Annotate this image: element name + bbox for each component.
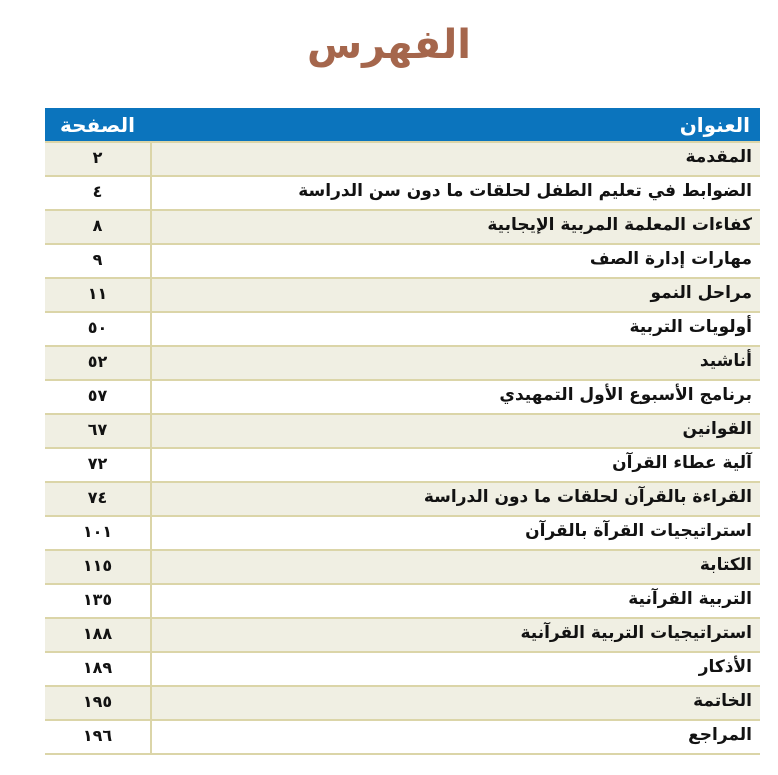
toc-row [45,653,760,687]
toc-row [45,415,760,449]
toc-entry-page-number: ٥٠ [87,318,108,337]
toc-row [45,619,760,653]
toc-entry-title: برنامج الأسبوع الأول التمهيدي [150,381,760,413]
page-title: الفهرس [306,22,471,68]
toc-row [45,551,760,585]
toc-entry-page-number: ١١٥ [82,556,113,575]
toc-row [45,721,760,755]
toc-entry-page-number: ١١ [87,284,108,303]
toc-entry-title: استراتيجيات التربية القرآنية [150,619,760,651]
toc-entry-title: كفاءات المعلمة المربية الإيجابية [150,211,760,243]
toc-entry-title: القراءة بالقرآن لحلقات ما دون الدراسة [150,483,760,515]
toc-row [45,381,760,415]
toc-entry-page-number: ٦٧ [87,420,108,439]
toc-row [45,687,760,721]
toc-entry-page-number: ١٨٨ [82,624,113,643]
toc-entry-title: أولويات التربية [150,313,760,345]
toc-table [45,108,760,755]
toc-entry-title: القوانين [150,415,760,447]
toc-row [45,313,760,347]
toc-entry-title: استراتيجيات القرآة بالقرآن [150,517,760,549]
toc-entry-page-number: ٥٧ [87,386,108,405]
toc-entry-title: الخاتمة [150,687,760,719]
toc-row [45,483,760,517]
toc-row [45,279,760,313]
toc-header-title-column: العنوان [679,112,750,137]
toc-entry-page-number: ١٩٥ [82,692,113,711]
toc-entry-page-number: ٥٢ [87,352,108,371]
toc-row [45,143,760,177]
toc-entry-title: المراجع [150,721,760,753]
toc-entry-page-number: ٩ [92,250,103,269]
toc-entry-page-number: ٧٤ [87,488,108,507]
toc-header-row [45,108,760,141]
toc-entry-title: الضوابط في تعليم الطفل لحلقات ما دون سن الدراسة [150,177,760,209]
toc-entry-page-number: ١٣٥ [82,590,113,609]
toc-entry-title: الكتابة [150,551,760,583]
toc-entry-page-number: ٨ [92,216,103,235]
toc-row [45,347,760,381]
toc-entry-title: مراحل النمو [150,279,760,311]
toc-entry-title: التربية القرآنية [150,585,760,617]
toc-row [45,211,760,245]
toc-entry-page-number: ١٩٦ [82,726,113,745]
toc-entry-title: أناشيد [150,347,760,379]
toc-body [45,141,760,755]
toc-row [45,585,760,619]
toc-entry-page-number: ٧٢ [87,454,108,473]
toc-entry-page-number: ٢ [92,148,103,167]
toc-entry-title: المقدمة [150,143,760,175]
toc-entry-page-number: ٤ [92,182,103,201]
toc-row [45,177,760,211]
toc-entry-title: مهارات إدارة الصف [150,245,760,277]
toc-row [45,245,760,279]
toc-row [45,517,760,551]
toc-entry-title: آلية عطاء القرآن [150,449,760,481]
toc-entry-page-number: ١٨٩ [82,658,113,677]
toc-row [45,449,760,483]
toc-entry-page-number: ١٠١ [82,522,113,541]
toc-entry-title: الأذكار [150,653,760,685]
toc-header-page-column: الصفحة [59,112,135,137]
